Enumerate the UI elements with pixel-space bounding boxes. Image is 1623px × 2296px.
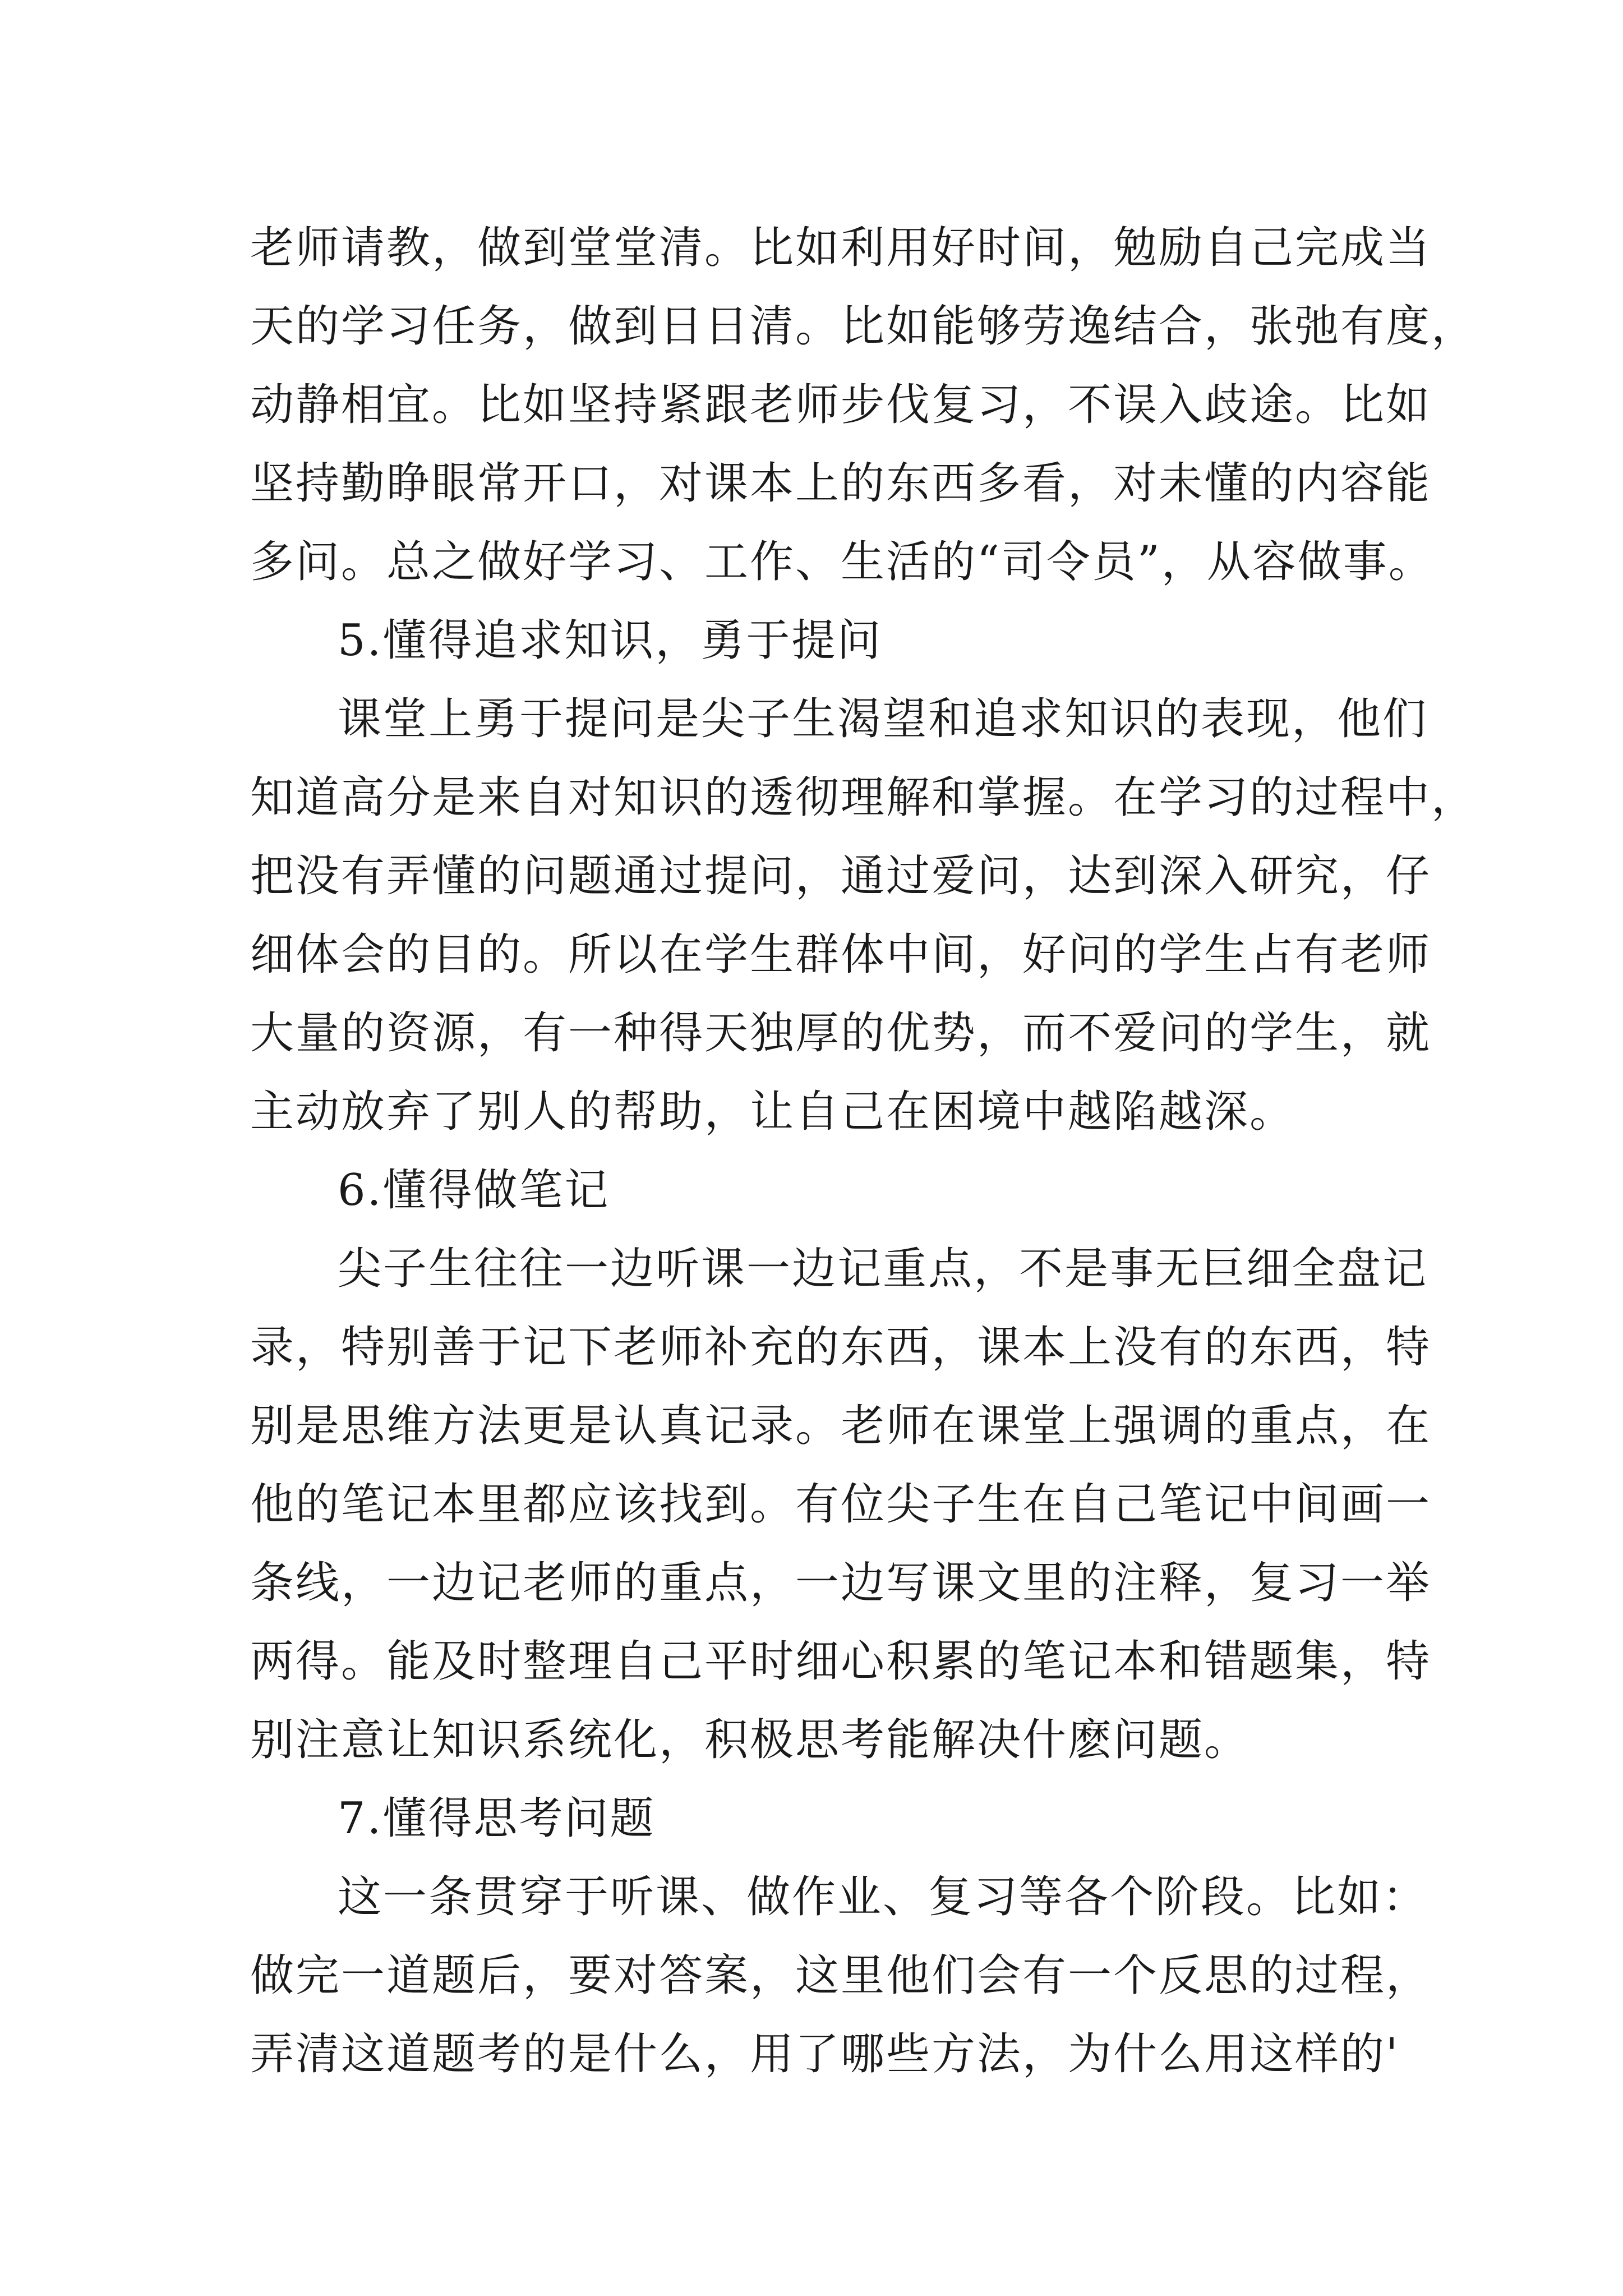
text-line: 细体会的目的。所以在学生群体中间，好问的学生占有老师 — [250, 930, 1432, 980]
text-line: 别是思维方法更是认真记录。老师在课堂上强调的重点，在 — [250, 1401, 1432, 1451]
text-line: 天的学习任务，做到日日清。比如能够劳逸结合，张弛有度， — [250, 301, 1477, 352]
section-heading-5: 5.懂得追求知识，勇于提问 — [338, 615, 883, 666]
body-text — [250, 209, 1477, 2093]
section-heading-7: 7.懂得思考问题 — [338, 1793, 656, 1844]
paragraph-first-line: 尖子生往往一边听课一边记重点，不是事无巨细全盘记 — [338, 1244, 1428, 1294]
text-line: 老师请教，做到堂堂清。比如利用好时间，勉励自己完成当 — [250, 223, 1432, 273]
paragraph-first-line: 这一条贯穿于听课、做作业、复习等各个阶段。比如： — [338, 1872, 1428, 1922]
text-line: 主动放弃了别人的帮助，让自己在困境中越陷越深。 — [250, 1087, 1295, 1137]
text-line: 录，特别善于记下老师补充的东西，课本上没有的东西，特 — [250, 1322, 1432, 1373]
text-line: 知道高分是来自对知识的透彻理解和掌握。在学习的过程中， — [250, 772, 1477, 823]
text-line: 把没有弄懂的问题通过提问，通过爱问，达到深入研究，仔 — [250, 851, 1432, 901]
text-line: 坚持勤睁眼常开口，对课本上的东西多看，对未懂的内容能 — [250, 458, 1432, 509]
text-line: 做完一道题后，要对答案，这里他们会有一个反思的过程， — [250, 1950, 1432, 2001]
text-line: 两得。能及时整理自己平时细心积累的笔记本和错题集，特 — [250, 1636, 1432, 1687]
text-line: 弄清这道题考的是什么，用了哪些方法，为什么用这样的' — [250, 2029, 1400, 2079]
text-line: 别注意让知识系统化，积极思考能解决什麽问题。 — [250, 1715, 1250, 1765]
text-line: 多问。总之做好学习、工作、生活的“司令员”，从容做事。 — [250, 537, 1434, 587]
section-heading-6: 6.懂得做笔记 — [338, 1165, 610, 1216]
text-line: 条线，一边记老师的重点，一边写课文里的注释，复习一举 — [250, 1558, 1432, 1608]
text-line: 大量的资源，有一种得天独厚的优势，而不爱问的学生，就 — [250, 1008, 1432, 1059]
paragraph-first-line: 课堂上勇于提问是尖子生渴望和追求知识的表现，他们 — [338, 694, 1428, 744]
text-line: 动静相宜。比如坚持紧跟老师步伐复习，不误入歧途。比如 — [250, 380, 1432, 430]
text-line: 他的笔记本里都应该找到。有位尖子生在自己笔记中间画一 — [250, 1479, 1432, 1530]
